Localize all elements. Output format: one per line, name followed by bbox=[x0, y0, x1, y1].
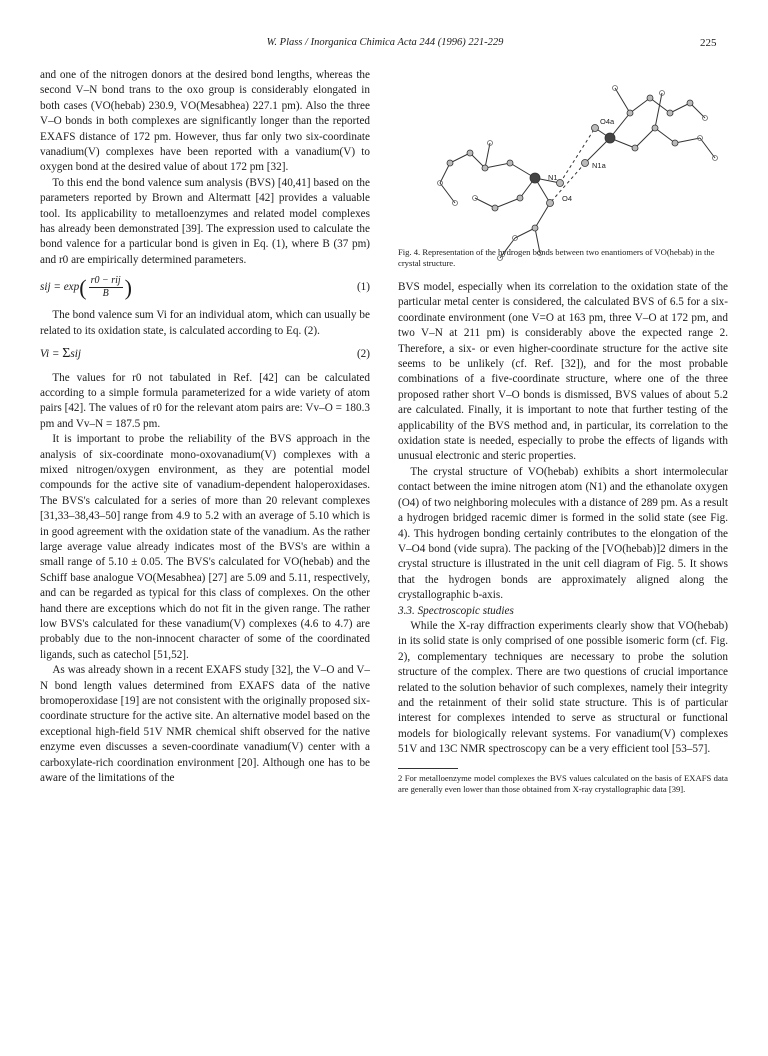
sum-symbol: Σ bbox=[62, 346, 71, 362]
atom-label-o4a: O4a bbox=[600, 117, 615, 126]
section-heading: 3.3. Spectroscopic studies bbox=[398, 604, 514, 617]
footnote: 2 For metalloenzyme model complexes the BVS values calculated on the basis of EXAFS data are generally even lower than those obtained from X-ray crystallographic data [39]. bbox=[398, 772, 728, 794]
equation-numerator: r0 − rij bbox=[90, 275, 121, 287]
footnote-divider bbox=[398, 768, 458, 769]
left-column bbox=[40, 68, 370, 786]
equation-number: (1) bbox=[356, 281, 370, 294]
paragraph: The values for r0 not tabulated in Ref. [42] can be calculated according to a simple formula parameterized for a wide variety of atom pairs [42]. The values of r0 for the relevant atom pairs are: Vv–O = 180.3 pm and Vv–N = 187.5 pm. bbox=[40, 371, 370, 430]
equation-number: (2) bbox=[356, 347, 370, 360]
paragraph: To this end the bond valence sum analysis (BVS) [40,41] based on the parameters reported by Brown and Altermatt [42] provides a valuable tool. Its applicability to metalloenzymes and related model complexes has already been demonstrated [39]. The expression used to calculate the bond valence for a particular bond is given in Eq. (1), where B (37 pm) and r0 are empirically determined parameters. bbox=[40, 176, 370, 266]
paragraph: and one of the nitrogen donors at the desired bond lengths, whereas the second V–N bond trans to the oxo group is considerably elongated in both cases (VO(hebab) 230.9, VO(Mesabhea) 227.1 pm). Also the three V–O bonds in both complexes are significantly longer than the reported EXAFS distance of 172 pm. However, thus far only two six-coordinate vanadium(V) complexes have been reported with a vanadium(V) to oxygen bond at the desired value of about 172 pm [32]. bbox=[40, 69, 370, 174]
atom-label-n1a: N1a bbox=[592, 161, 606, 170]
equation-2 bbox=[40, 346, 370, 362]
atom-label-n1: N1 bbox=[548, 173, 558, 182]
paragraph: While the X-ray diffraction experiments clearly show that VO(hebab) in its solid state is only comprised of one possible isomeric form (cf. Fig. 2), complementary techniques are necessary to probe the solution structure of the complex. There are two questions of crucial importance related to the solution behavior of such complexes, namely their integrity and the retainment of their solid state structure. This is of particular interest for complexes intended to serve as structural or functional models for biologically relevant systems. For vanadium(V) complexes 51V and 13C NMR spectroscopy can be a very efficient tool [53–57]. bbox=[398, 619, 728, 756]
equation-lhs: Vi = bbox=[40, 348, 63, 361]
atom-label-o4: O4 bbox=[562, 194, 573, 203]
paragraph: As was already shown in a recent EXAFS study [32], the V–O and V–N bond length values determined from EXAFS data of the native bromoperoxidase [19] are not consistent with the originally proposed six-coordinate structure for the active site. An alternative model based on the exceptional high-field 51V NMR chemical shift observed for the native enzyme even discusses a seven-coordinate vanadium(V) center with a carboxylate-rich coordination environment [20]. Although one has to be aware of the limitations of the bbox=[40, 664, 370, 785]
equation-rhs: sij bbox=[70, 348, 81, 361]
right-column bbox=[398, 280, 728, 795]
page-number: 225 bbox=[700, 37, 717, 49]
equation-1: sij = exp( $\frac{\text{r0 − rij}}{B}$ ) (1) bbox=[40, 275, 370, 301]
crystal-structure-figure bbox=[400, 68, 730, 268]
paragraph: The crystal structure of VO(hebab) exhibits a short intermolecular contact between the imine nitrogen atom (N1) and the ethanolate oxygen (O4) of two neighboring molecules with a distance of 289 pm. As a result a hydrogen bridged racemic dimer is formed in the solid state (see Fig. 4). This hydrogen bonding certainly contributes to the elongation of the V–O4 bond (vide supra). The packing of the [VO(hebab)]2 dimers in the crystal structure is illustrated in the unit cell diagram of Fig. 5. It shows that the hydrogen bonds are approximately aligned along the crystallographic b-axis. bbox=[398, 465, 728, 602]
running-title: W. Plass / Inorganica Chimica Acta 244 (1996) 221-229 bbox=[266, 37, 504, 48]
paragraph: BVS model, especially when its correlation to the oxidation state of the particular metal center is considered, the calculated BVS of 6.5 for a six-coordinate environment (one V=O at 163 pm, three V–O at 172 pm, and two V–N at 211 pm) is considerably above the expected range 2. Therefore, a six- or even higher-coordinate structure for the active site seems to be unlikely (cf. Ref. [32]), and for the most probable combinations of a five-coordinate structure, where one of the three proposed rather short V–O bonds is dismissed, BVS values of about 5.2 are calculated. Finally, it is important to note that further testing of the applicability of the BVS method and, in particular, its correlation to the oxidation state is needed, especially to probe the effects of ligands with unusual electronic and steric properties. bbox=[398, 281, 728, 463]
equation-denominator: B bbox=[102, 288, 109, 300]
figure-caption: Fig. 4. Representation of the hydrogen bonds between two enantiomers of VO(hebab) in the crystal structure. bbox=[398, 247, 715, 268]
paragraph: The bond valence sum Vi for an individual atom, which can usually be related to its oxidation state, is calculated according to Eq. (2). bbox=[40, 309, 370, 337]
paragraph: It is important to probe the reliability of the BVS approach in the analysis of six-coordinate mono-oxovanadium(V) complexes with a mixed nitrogen/oxygen environment, as they are potential model compounds for the active site of vanadium-dependent haloperoxidases. The BVS's calculated for a series of more than 20 relevant complexes [31,33–38,43–50] range from 4.9 to 5.2 with an average of 5.10 which is in good agreement with the oxidation state of the vanadium. As the rather large average value already indicates most of the BVS's are within a small range of 5.10 ± 0.05. The BVS's calculated for VO(hebab) and the Schiff base analogue VO(Mesabhea) [27] are 5.09 and 5.11, respectively, and can be regarded as typical for this class of complexes. On the other hand there are exceptions which do not fit in the given range. The rather low BVS's calculated for these vanadium(V) complexes (4.6 to 4.7) are probably due to the non-innocent character of some of the coordinated ligands, such as catechol [51,52]. bbox=[40, 433, 370, 661]
equation-lhs: sij = exp bbox=[40, 281, 80, 294]
